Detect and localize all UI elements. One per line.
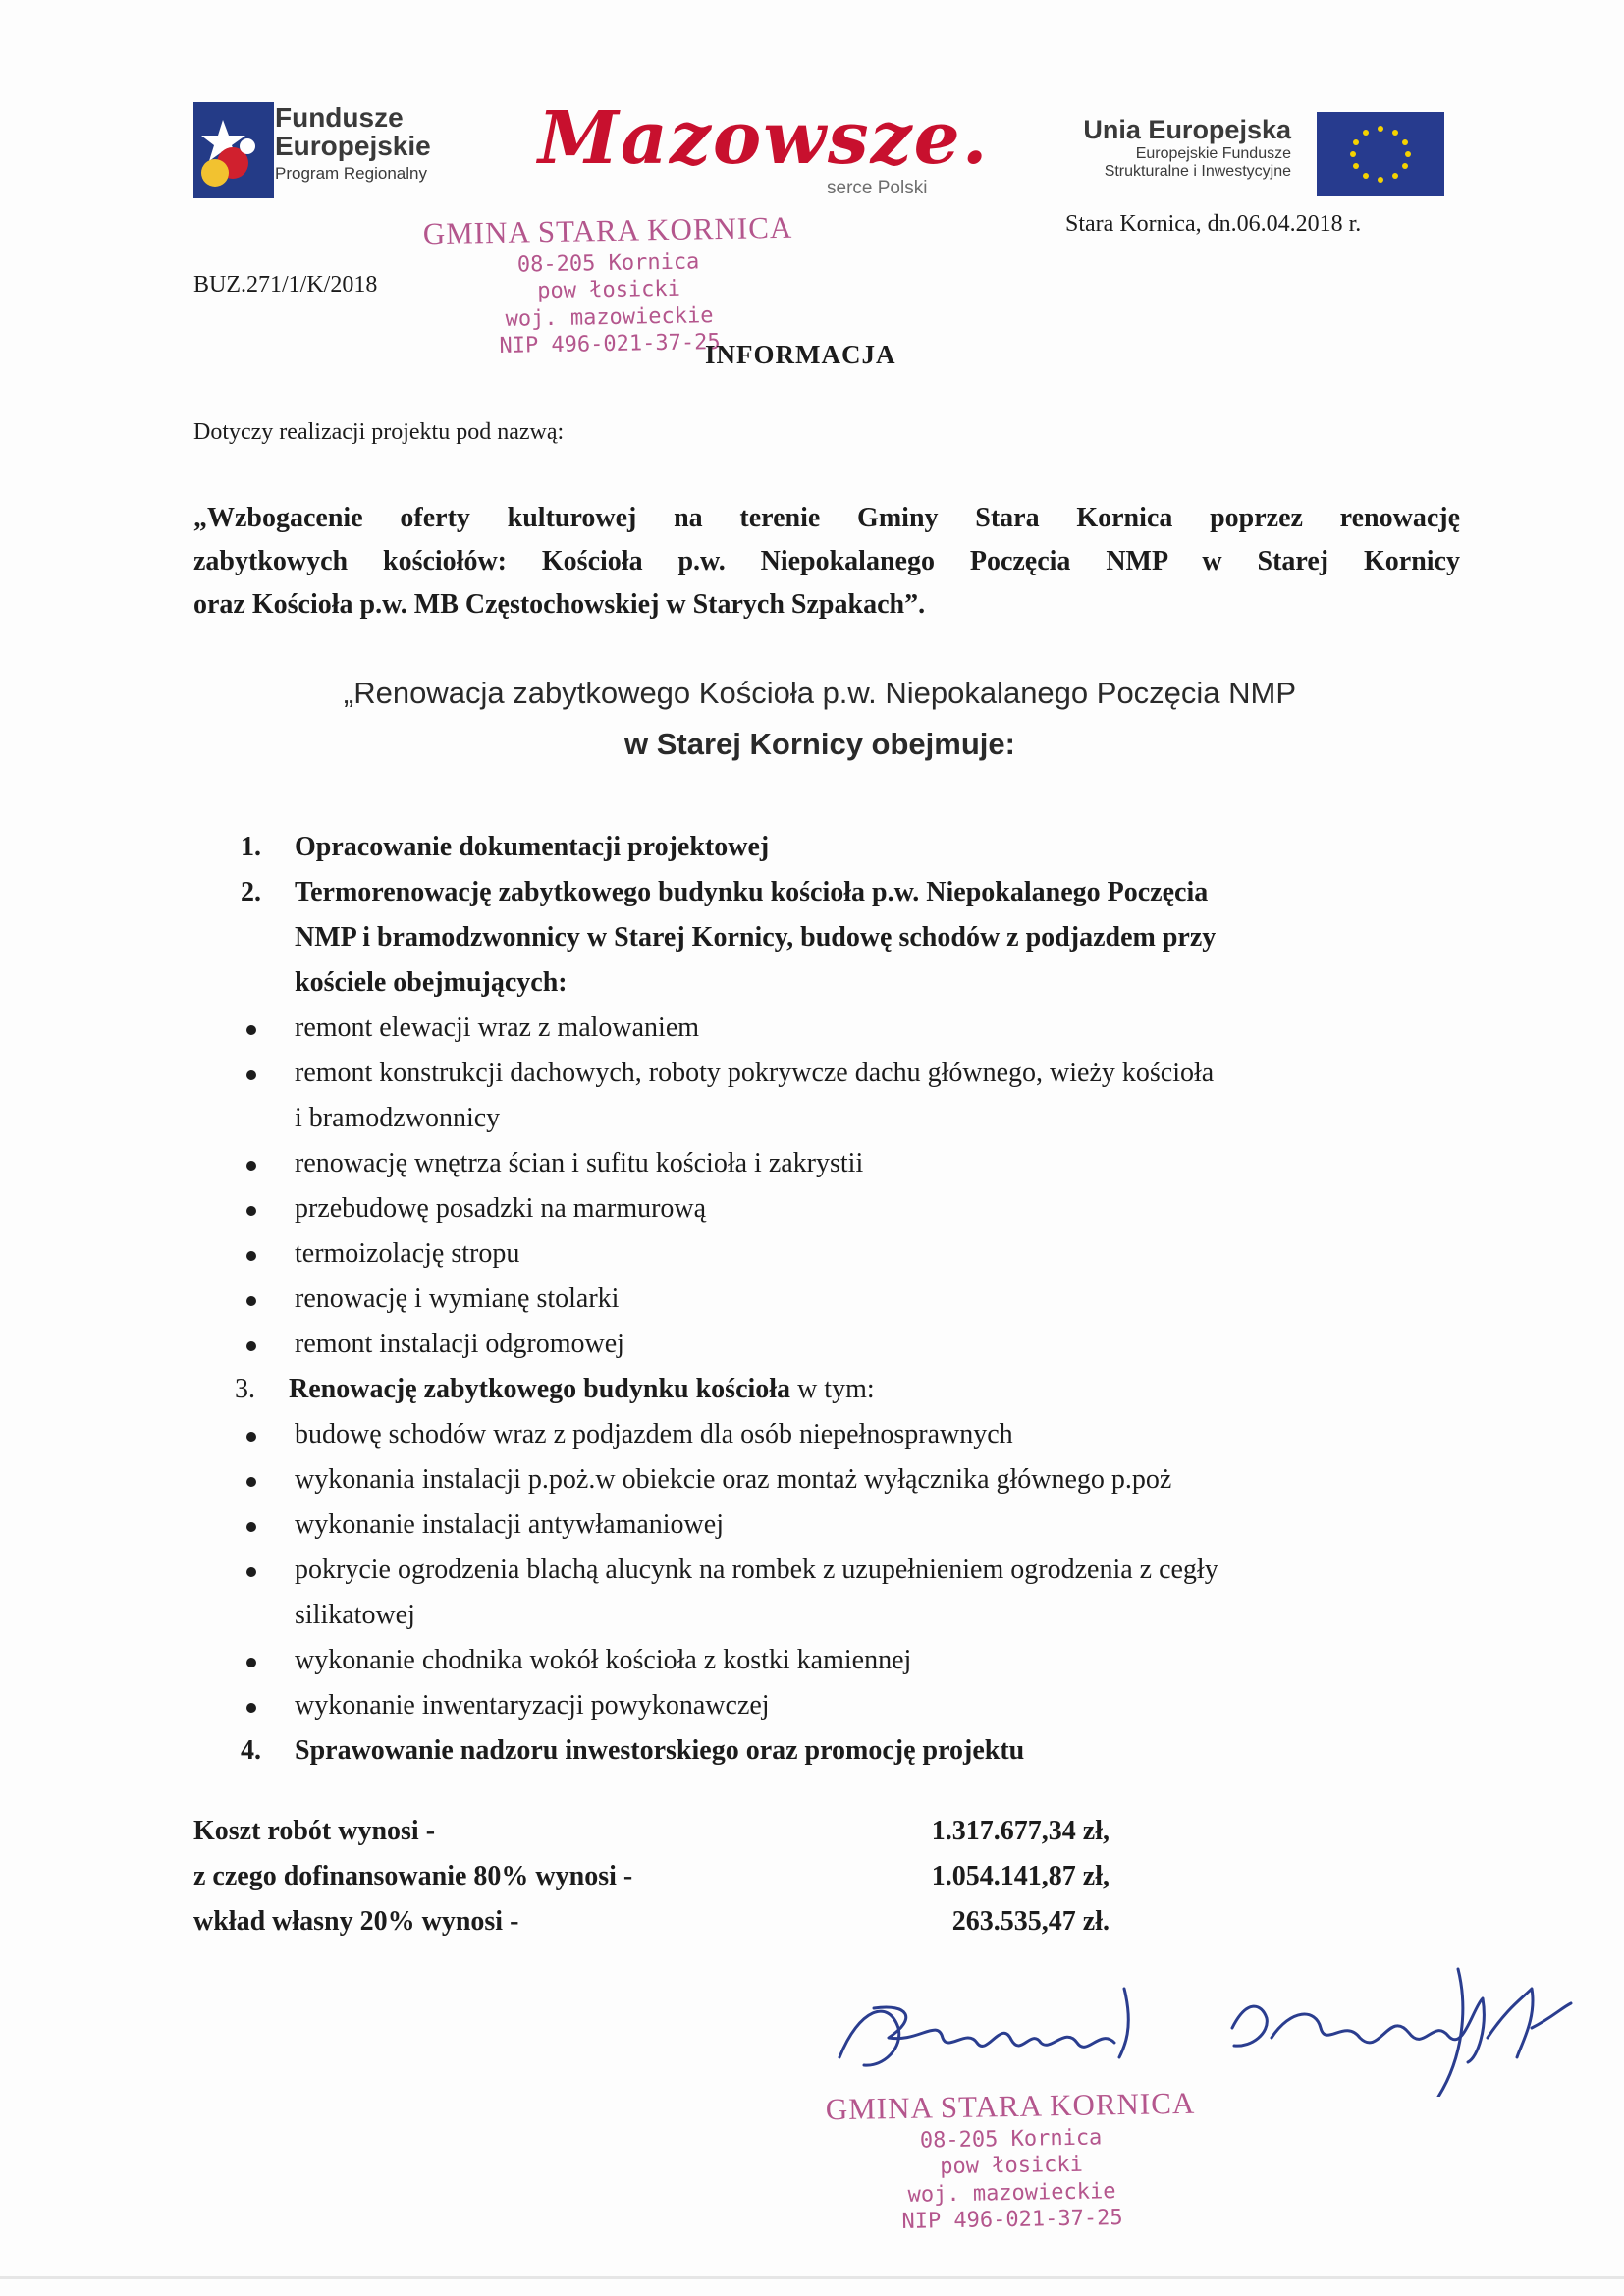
bullet-icon — [241, 1322, 295, 1367]
own-contribution-value: 263.535,47 zł. — [951, 1906, 1110, 1937]
cofinancing-label: z czego dofinansowanie 80% wynosi - — [193, 1861, 633, 1891]
reference-number: BUZ.271/1/K/2018 — [193, 272, 378, 298]
bullet-item — [241, 1006, 1458, 1051]
eu-logo-text — [1056, 115, 1291, 182]
bullet-text: termoizolację stropu — [295, 1238, 520, 1269]
stamp-line: 08-205 Kornica — [516, 249, 700, 278]
bullet-text — [295, 1548, 1218, 1638]
bullet-text: wykonanie instalacji antywłamaniowej — [295, 1509, 724, 1540]
stamp-line: pow łosicki — [537, 276, 681, 304]
stamp-line: woj. mazowieckie — [907, 2178, 1116, 2208]
scan-edge-divider — [0, 2276, 1624, 2279]
bullet-line: i bramodzwonnicy — [295, 1103, 501, 1133]
intro-text: Dotyczy realizacji projektu pod nazwą: — [193, 419, 565, 445]
list-item-line: kościele obejmujących: — [295, 967, 568, 998]
list-marker: 2. — [241, 877, 261, 907]
bullet-line: pokrycie ogrodzenia blachą alucynk na rombek z uzupełnieniem ogrodzenia z cegły — [295, 1555, 1218, 1585]
fundusze-logo-text — [275, 103, 431, 183]
document-date: Stara Kornica, dn.06.04.2018 r. — [1065, 211, 1362, 237]
project-name — [193, 497, 1460, 627]
bullet-text: przebudowę posadzki na marmurową — [295, 1193, 707, 1224]
project-line-3: oraz Kościoła p.w. MB Częstochowskiej w Starych Szpakach”. — [193, 589, 926, 620]
list-item-text: Opracowanie dokumentacji projektowej — [295, 832, 770, 862]
list-item — [241, 1728, 1458, 1774]
fundusze-line-1: Fundusze — [275, 102, 404, 133]
bullet-text: renowację i wymianę stolarki — [295, 1284, 620, 1314]
fundusze-europejskie-logo — [193, 102, 274, 198]
project-line-2: zabytkowych kościołów: Kościoła p.w. Niepokalanego Poczęcia NMP w Starej Kornicy — [193, 546, 1460, 576]
document-title: INFORMACJA — [705, 340, 896, 369]
total-cost-label: Koszt robót wynosi - — [193, 1816, 436, 1846]
handwritten-signature — [830, 1949, 1576, 2097]
scope-heading-line-2: w Starej Kornicy obejmuje: — [624, 727, 1015, 761]
bullet-text: wykonanie inwentaryzacji powykonawczej — [295, 1690, 770, 1721]
list-item-text: Sprawowanie nadzoru inwestorskiego oraz promocję projektu — [295, 1735, 1025, 1766]
eu-line-2: Europejskie Fundusze — [1135, 145, 1291, 163]
bullet-item — [241, 1231, 1458, 1277]
mazowsze-tagline: serce Polski — [827, 178, 928, 198]
list-item-text — [289, 1367, 875, 1412]
list-item-rest: w tym: — [790, 1374, 875, 1404]
bullet-icon — [241, 1051, 295, 1141]
stamp-title: GMINA STARA KORNICA — [825, 2085, 1196, 2127]
bullet-item — [241, 1051, 1458, 1141]
bullet-item — [241, 1322, 1458, 1367]
bullet-item — [241, 1457, 1458, 1503]
project-line-1: „Wzbogacenie oferty kulturowej na terenie Gminy Stara Kornica poprzez renowację — [193, 503, 1460, 533]
fundusze-line-3: Program Regionalny — [275, 163, 427, 183]
list-item-line: NMP i bramodzwonnicy w Starej Kornicy, budowę schodów z podjazdem przy — [295, 922, 1217, 953]
stamp-line: NIP 496-021-37-25 — [901, 2206, 1123, 2235]
bullet-text: wykonania instalacji p.poż.w obiekcie oraz montaż wyłącznika głównego p.poż — [295, 1464, 1172, 1495]
eu-line-3: Strukturalne i Inwestycyjne — [1104, 163, 1291, 181]
bullet-item — [241, 1548, 1458, 1638]
bullet-text: renowację wnętrza ścian i sufitu kościoła i zakrystii — [295, 1148, 864, 1178]
list-marker: 1. — [241, 832, 261, 862]
eu-flag-icon — [1317, 112, 1444, 196]
bullet-item — [241, 1638, 1458, 1683]
cost-labels — [193, 1809, 632, 1944]
bullet-icon — [241, 1412, 295, 1457]
bullet-text: budowę schodów wraz z podjazdem dla osób niepełnosprawnych — [295, 1419, 1013, 1449]
list-item-line: Termorenowację zabytkowego budynku kościoła p.w. Niepokalanego Poczęcia — [295, 877, 1209, 907]
municipality-stamp-signature — [819, 2085, 1205, 2238]
bullet-icon — [241, 1006, 295, 1051]
cofinancing-value: 1.054.141,87 zł, — [931, 1861, 1110, 1891]
bullet-item — [241, 1186, 1458, 1231]
list-item — [241, 825, 1458, 870]
list-marker: 3. — [235, 1374, 255, 1404]
bullet-icon — [241, 1683, 295, 1728]
scope-list — [235, 825, 1458, 1774]
list-item-text — [295, 870, 1216, 1006]
bullet-text — [295, 1051, 1214, 1141]
fundusze-line-2: Europejskie — [275, 131, 431, 162]
own-contribution-label: wkład własny 20% wynosi - — [193, 1906, 519, 1937]
list-item — [241, 870, 1458, 1006]
bullet-item — [241, 1277, 1458, 1322]
bullet-icon — [241, 1277, 295, 1322]
bullet-item — [241, 1683, 1458, 1728]
bullet-text: wykonanie chodnika wokół kościoła z kostki kamiennej — [295, 1645, 912, 1675]
list-item-bold: Renowację zabytkowego budynku kościoła — [289, 1374, 791, 1404]
list-marker: 4. — [241, 1735, 261, 1766]
bullet-line: silikatowej — [295, 1600, 415, 1630]
bullet-icon — [241, 1186, 295, 1231]
bullet-item — [241, 1141, 1458, 1186]
municipality-stamp-top — [411, 209, 807, 362]
stamp-title: GMINA STARA KORNICA — [422, 209, 793, 251]
bullet-icon — [241, 1638, 295, 1683]
eu-line-1: Unia Europejska — [1083, 115, 1291, 144]
bullet-icon — [241, 1231, 295, 1277]
total-cost-value: 1.317.677,34 zł, — [931, 1816, 1110, 1846]
bullet-item — [241, 1503, 1458, 1548]
stamp-line: 08-205 Kornica — [919, 2125, 1103, 2154]
scope-heading — [187, 668, 1453, 770]
stamp-line: pow łosicki — [940, 2152, 1084, 2180]
bullet-line: remont konstrukcji dachowych, roboty pokrywcze dachu głównego, wieży kościoła — [295, 1058, 1215, 1088]
mazowsze-logo: Mazowsze. — [538, 96, 990, 181]
bullet-text: remont instalacji odgromowej — [295, 1329, 624, 1359]
list-item — [235, 1367, 1458, 1412]
cost-values — [874, 1809, 1110, 1944]
bullet-icon — [241, 1503, 295, 1548]
scope-heading-line-1: „Renowacja zabytkowego Kościoła p.w. Niepokalanego Poczęcia NMP — [343, 676, 1297, 710]
bullet-icon — [241, 1548, 295, 1638]
bullet-icon — [241, 1141, 295, 1186]
bullet-item — [241, 1412, 1458, 1457]
bullet-icon — [241, 1457, 295, 1503]
stamp-line: NIP 496-021-37-25 — [499, 330, 721, 359]
bullet-text: remont elewacji wraz z malowaniem — [295, 1012, 700, 1043]
fundusze-star-icon — [193, 102, 274, 198]
stamp-line: woj. mazowieckie — [505, 302, 714, 332]
